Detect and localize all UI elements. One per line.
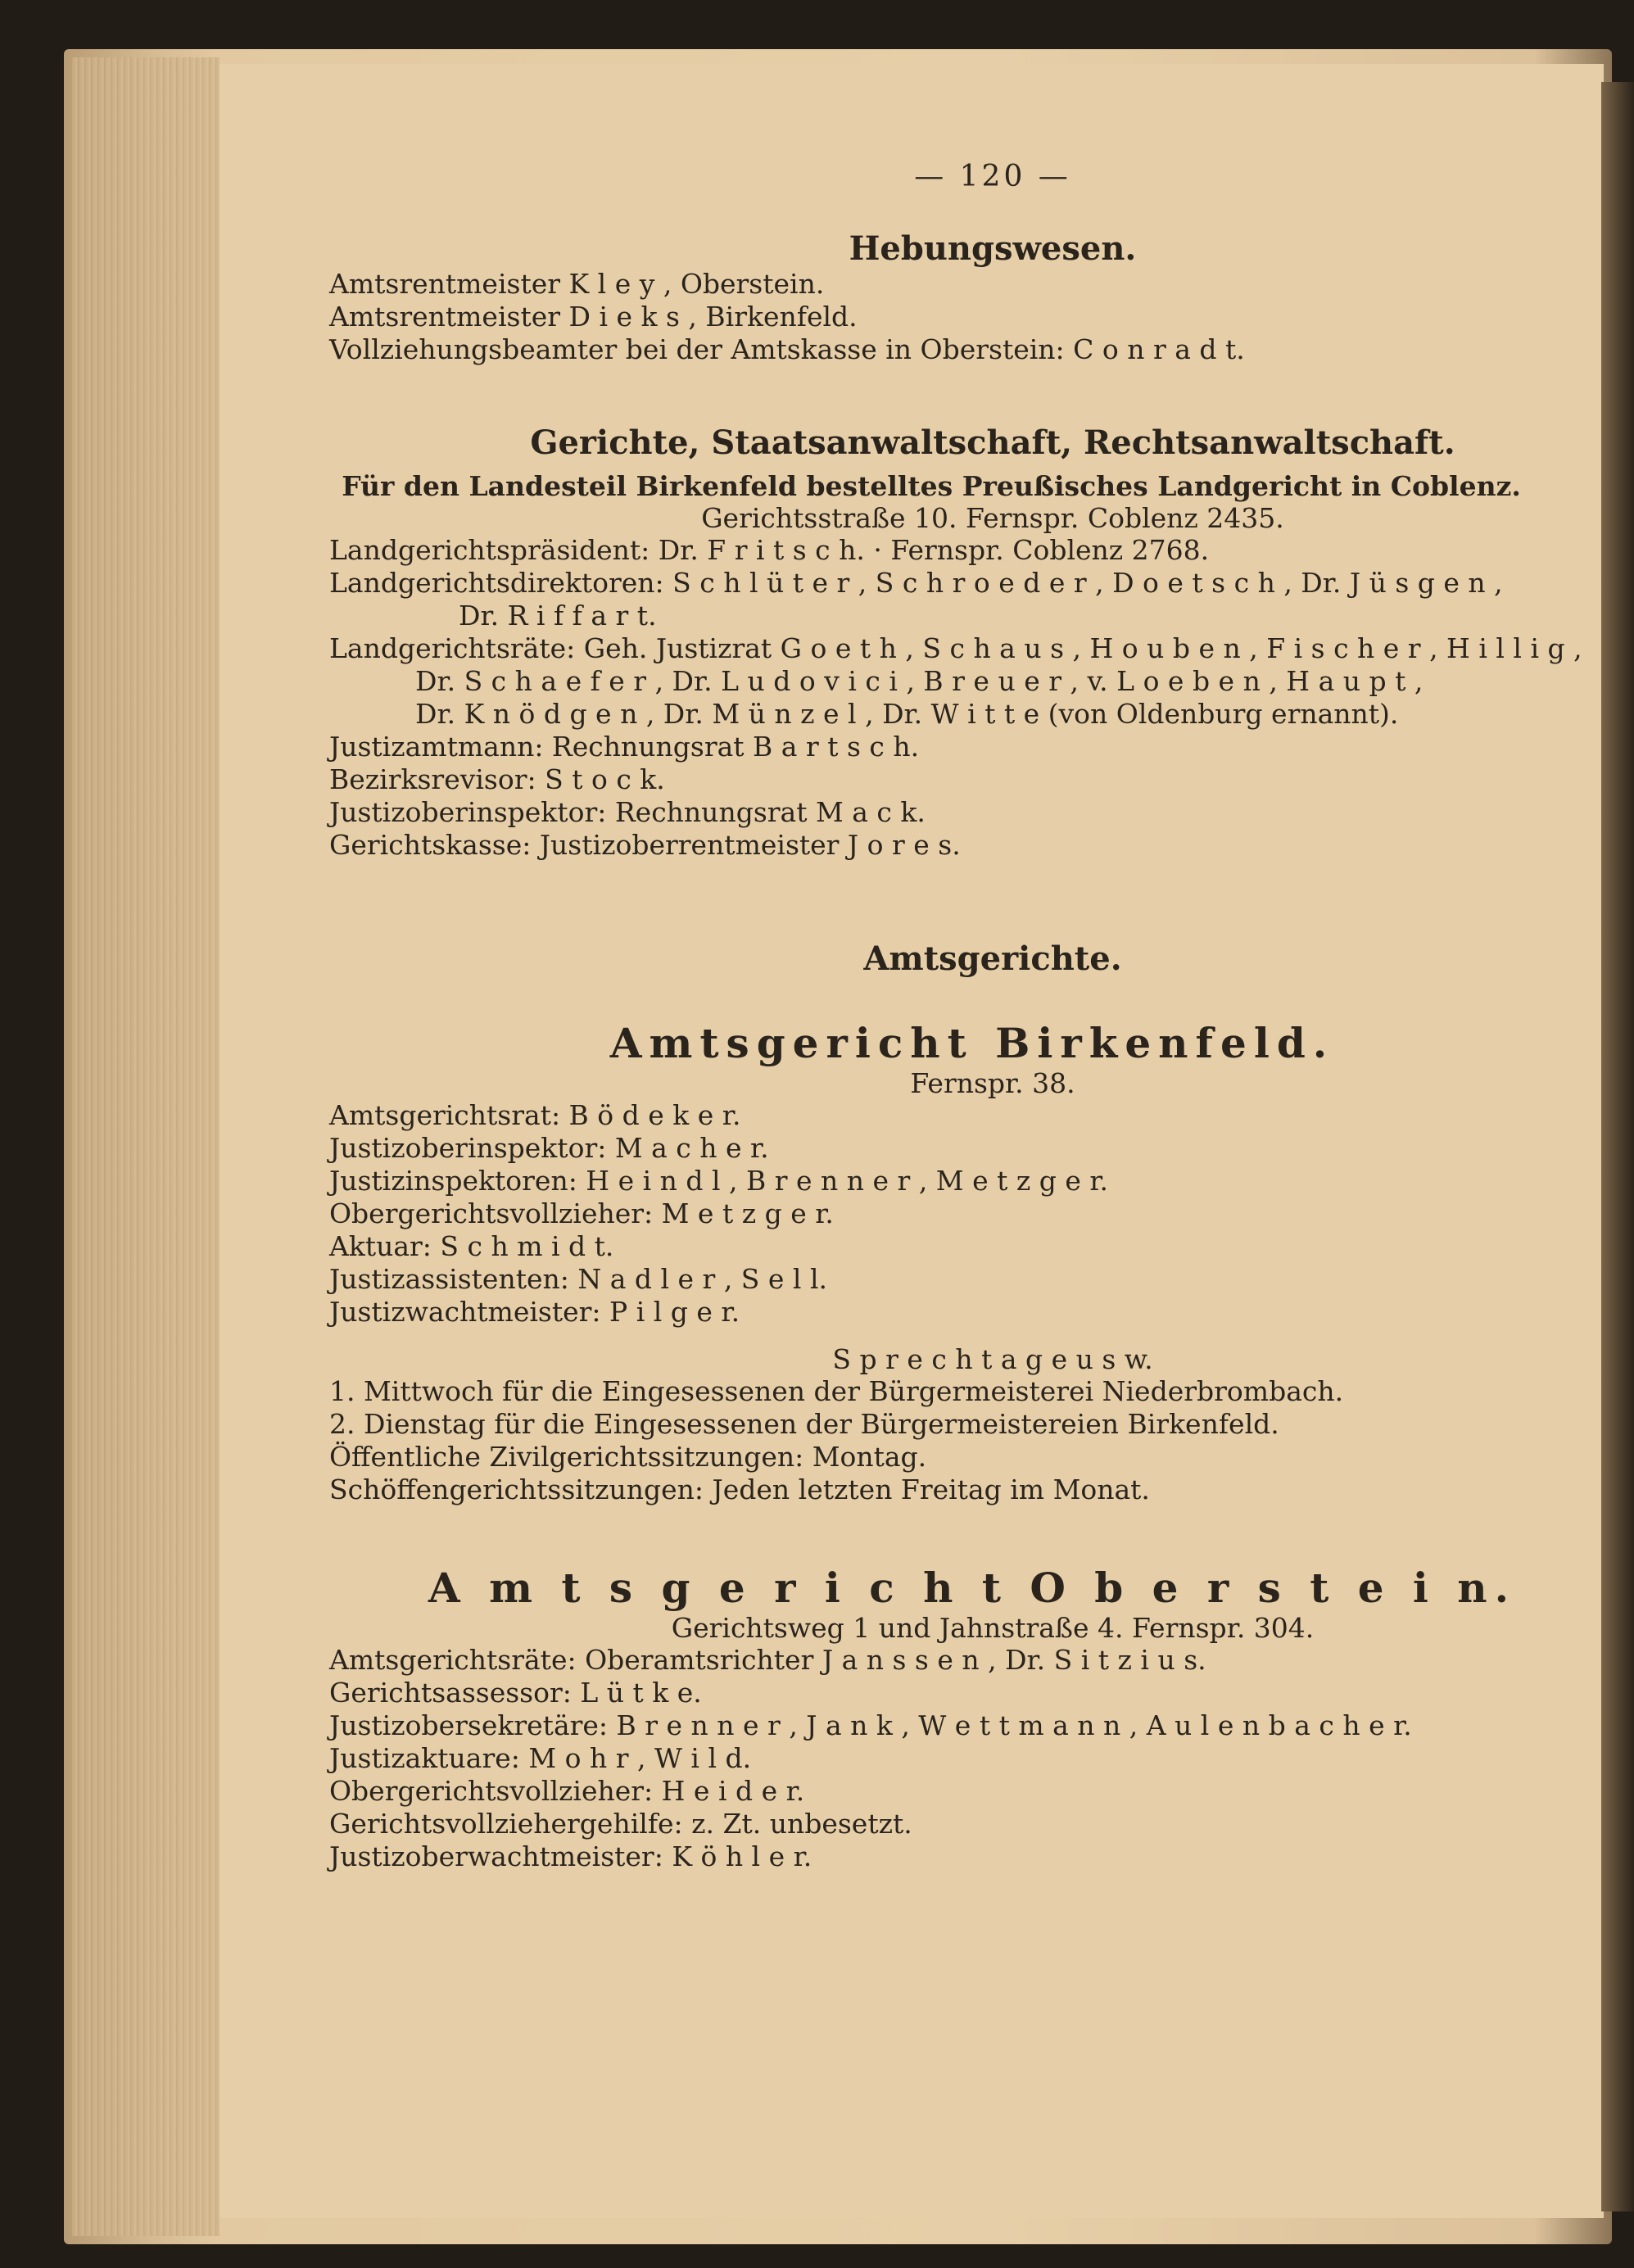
heading-amtsgericht-birkenfeld: Amtsgericht Birkenfeld.: [609, 1019, 1335, 1067]
page-stack-edges: [72, 57, 220, 2236]
text-line: Amtsrentmeister K l e y , Oberstein.: [329, 268, 825, 300]
page-content: [329, 160, 1582, 1873]
text-line-indented: Dr. R i f f a r t.: [459, 600, 657, 632]
section-title-hebungswesen: Hebungswesen.: [849, 229, 1137, 268]
address-oberstein: Gerichtsweg 1 und Jahnstraße 4. Fernspr. 304.: [671, 1612, 1315, 1644]
text-line: Amtsrentmeister D i e k s , Birkenfeld.: [329, 301, 858, 333]
section-title-gerichte: Gerichte, Staatsanwaltschaft, Rechtsanwaltschaft.: [530, 423, 1455, 462]
text-line: Schöffengerichtssitzungen: Jeden letzten Freitag im Monat.: [329, 1474, 1150, 1505]
text-line: 2. Dienstag für die Eingesessenen der Bürgermeistereien Birkenfeld.: [329, 1408, 1279, 1440]
text-line: Amtsgerichtsrat: B ö d e k e r.: [329, 1099, 741, 1131]
text-line: Justizobersekretäre: B r e n n e r , J a n k , W e t t m a n n , A u l e n b a c h e r.: [329, 1709, 1412, 1741]
phone-birkenfeld: Fernspr. 38.: [910, 1067, 1075, 1099]
text-line: Landgerichtspräsident: Dr. F r i t s c h. · Fernspr. Coblenz 2768.: [329, 534, 1210, 566]
text-line: Justizamtmann: Rechnungsrat B a r t s c h.: [329, 731, 920, 763]
text-line: Justizoberwachtmeister: K ö h l e r.: [329, 1840, 812, 1872]
text-line: Amtsgerichtsräte: Oberamtsrichter J a n s s e n , Dr. S i t z i u s.: [329, 1644, 1206, 1676]
page-number: — 120 —: [914, 160, 1071, 193]
text-line: Obergerichtsvollzieher: M e t z g e r.: [329, 1197, 834, 1229]
book-right-edge: [1601, 82, 1634, 2211]
text-line: Landgerichtsdirektoren: S c h l ü t e r , S c h r o e d e r , D o e t s c h , Dr. J ü s g e n ,: [329, 567, 1503, 599]
text-line: Vollziehungsbeamter bei der Amtskasse in Oberstein: C o n r a d t.: [329, 333, 1245, 365]
text-line: Justizwachtmeister: P i l g e r.: [329, 1296, 740, 1328]
text-line-indented: Dr. K n ö d g e n , Dr. M ü n z e l , Dr. W i t t e (von Oldenburg ernannt).: [415, 698, 1399, 730]
heading-amtsgericht-oberstein: A m t s g e r i c h t O b e r s t e i n.: [428, 1564, 1517, 1612]
text-line: Gerichtsassessor: L ü t k e.: [329, 1677, 702, 1709]
text-line: Aktuar: S c h m i d t.: [329, 1230, 614, 1262]
text-line: Landgerichtsräte: Geh. Justizrat G o e t h , S c h a u s , H o u b e n , F i s c h e r , H i l l i g ,: [329, 632, 1582, 664]
text-line: 1. Mittwoch für die Eingesessenen der Bürgermeisterei Niederbrombach.: [329, 1375, 1344, 1407]
text-line: Obergerichtsvollzieher: H e i d e r.: [329, 1775, 805, 1807]
text-line: Justizoberinspektor: M a c h e r.: [329, 1132, 769, 1164]
text-line: Justizassistenten: N a d l e r , S e l l.: [329, 1263, 828, 1295]
text-line: Gerichtskasse: Justizoberrentmeister J o r e s.: [329, 829, 961, 861]
address-landgericht: Gerichtsstraße 10. Fernspr. Coblenz 2435.: [701, 502, 1284, 534]
sprechtage-title: S p r e c h t a g e u s w.: [832, 1343, 1153, 1375]
text-line: Justizinspektoren: H e i n d l , B r e n n e r , M e t z g e r.: [329, 1165, 1108, 1197]
text-line: Bezirksrevisor: S t o c k.: [329, 763, 665, 795]
section-title-amtsgerichte: Amtsgerichte.: [863, 939, 1122, 978]
text-line: Justizoberinspektor: Rechnungsrat M a c k.: [329, 796, 926, 828]
text-line: Justizaktuare: M o h r , W i l d.: [329, 1742, 752, 1774]
subtitle-landgericht: Für den Landesteil Birkenfeld bestelltes Preußisches Landgericht in Coblenz.: [342, 470, 1521, 502]
text-line: Gerichtsvollziehergehilfe: z. Zt. unbesetzt.: [329, 1808, 912, 1840]
text-line: Öffentliche Zivilgerichtssitzungen: Montag.: [329, 1441, 927, 1473]
text-line-indented: Dr. S c h a e f e r , Dr. L u d o v i c i , B r e u e r , v. L o e b e n , H a u p t ,: [415, 665, 1424, 697]
